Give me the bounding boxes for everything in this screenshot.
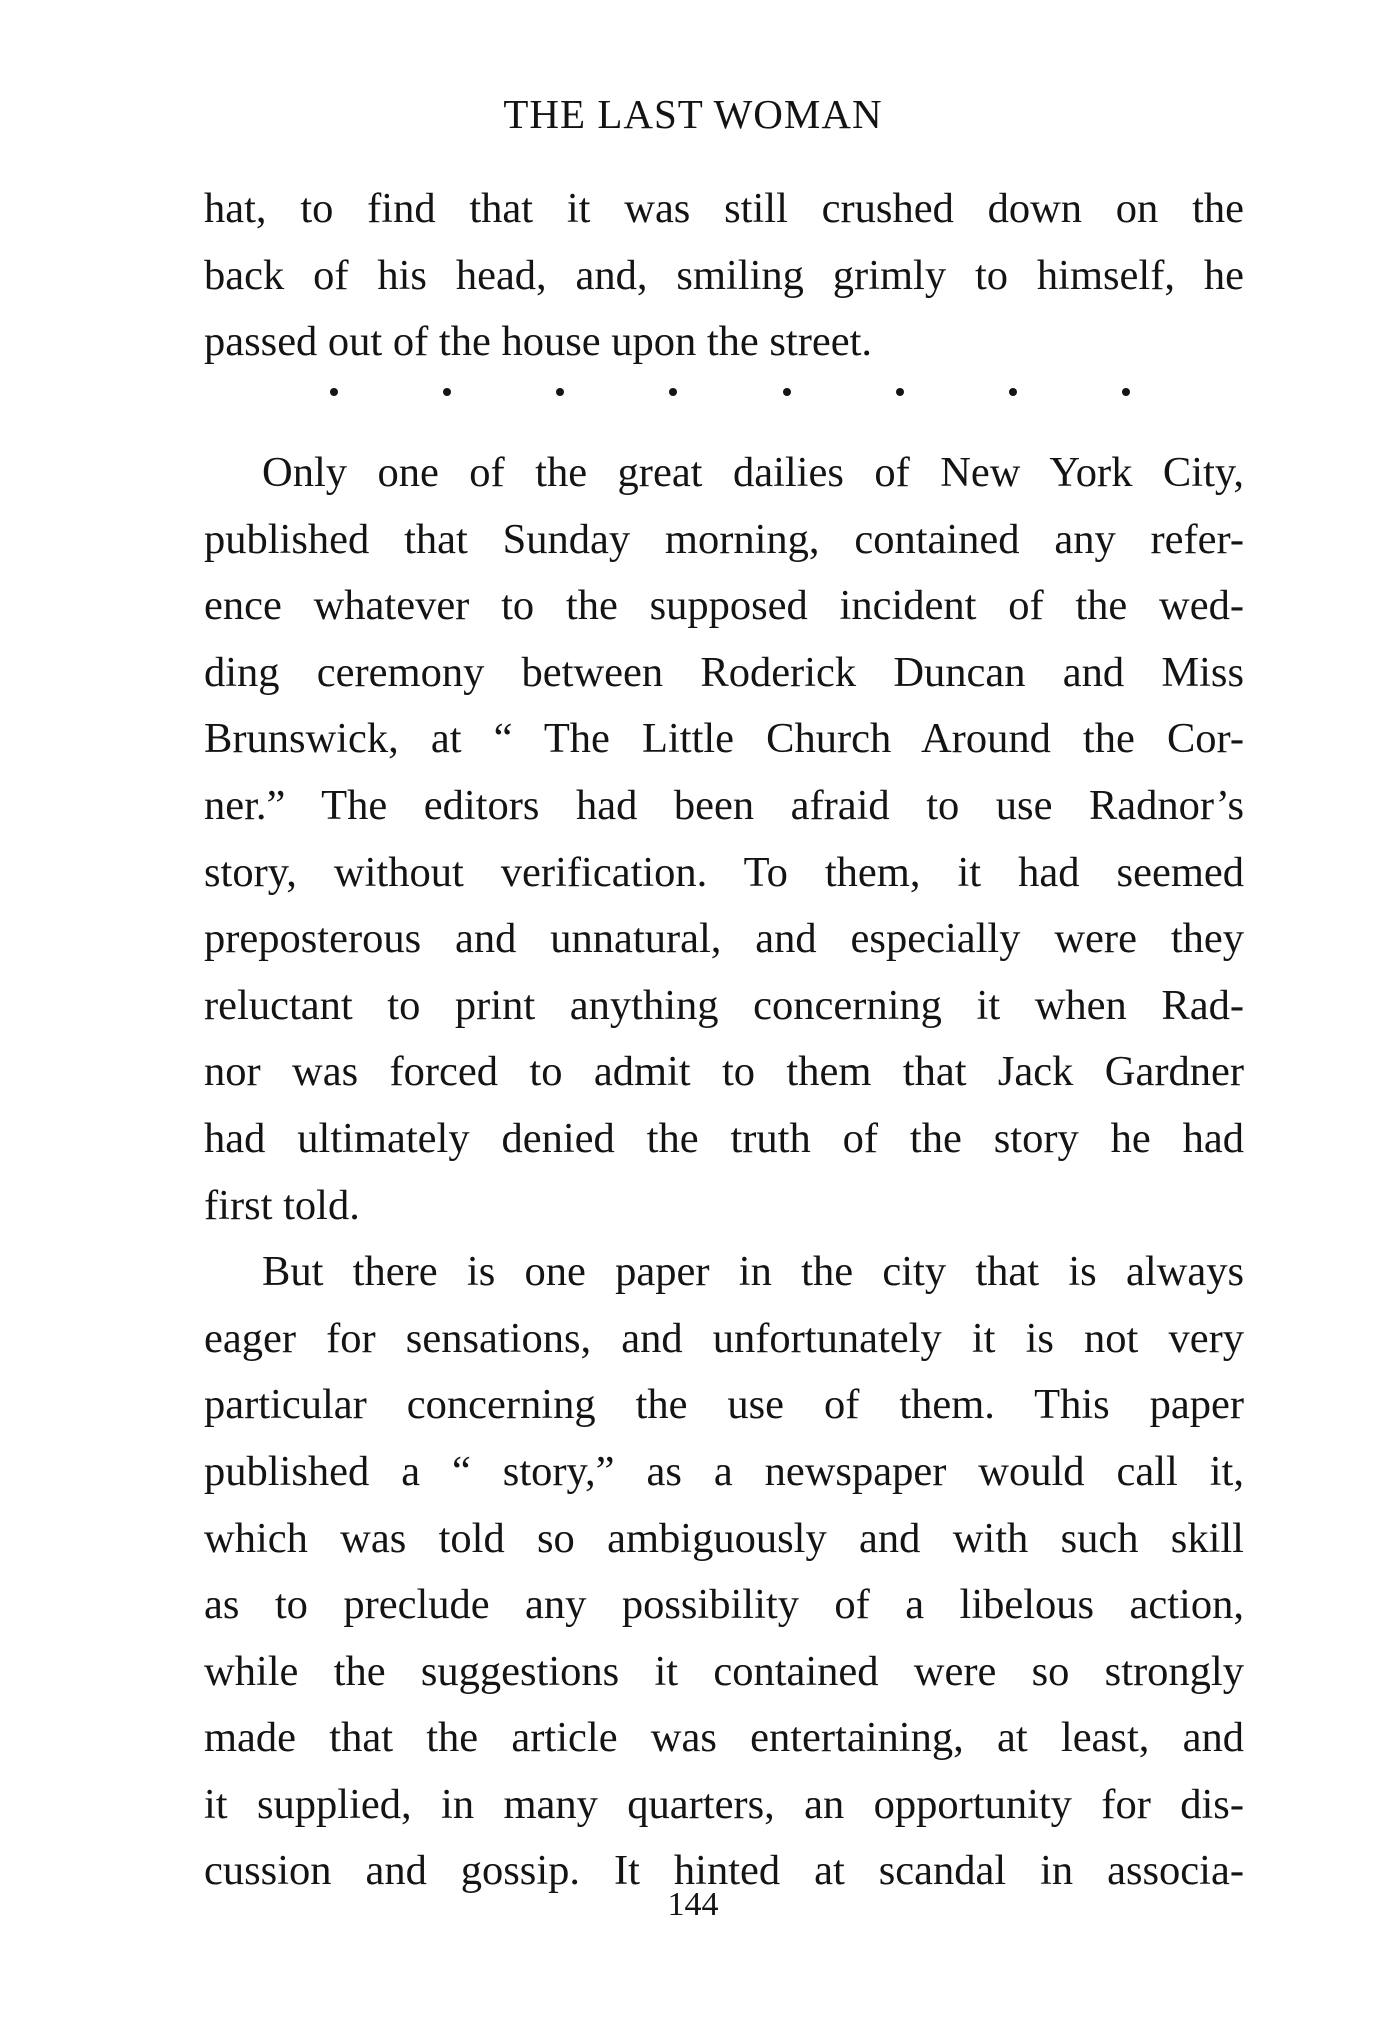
text-line: had ultimately denied the truth of the story he had — [204, 1114, 1244, 1162]
text-line: Only one of the great dailies of New York City, — [262, 449, 1244, 496]
text-line: ence whatever to the supposed incident of the wed- — [204, 582, 1244, 630]
text-line: ding ceremony between Roderick Duncan and Miss — [204, 648, 1244, 696]
text-line: while the suggestions it contained were so strongly — [204, 1647, 1244, 1695]
text-line: it supplied, in many quarters, an opportunity for dis- — [204, 1780, 1244, 1828]
dot-ornament — [669, 388, 677, 396]
page-number: 144 — [667, 1886, 719, 1923]
paragraph-continued — [204, 176, 1244, 376]
text-line: story, without verification. To them, it had seemed — [204, 848, 1244, 896]
dot-ornament — [1009, 388, 1017, 396]
text-line: passed out of the house upon the street. — [204, 318, 873, 366]
text-line: published that Sunday morning, contained any refer- — [204, 515, 1244, 563]
text-line: made that the article was entertaining, at least, and — [204, 1714, 1244, 1762]
text-line: Brunswick, at “ The Little Church Around the Cor- — [204, 715, 1244, 763]
dot-ornament — [556, 388, 564, 396]
text-line: published a “ story,” as a newspaper would call it, — [204, 1447, 1244, 1495]
text-line: But there is one paper in the city that is always — [262, 1248, 1244, 1296]
body-text — [204, 440, 1244, 1905]
dot-ornament — [330, 388, 338, 396]
text-line: eager for sensations, and unfortunately it is not very — [204, 1314, 1244, 1362]
text-line: first told. — [204, 1181, 360, 1229]
dot-ornament — [896, 388, 904, 396]
text-line: particular concerning the use of them. This paper — [204, 1381, 1244, 1429]
text-line: which was told so ambiguously and with such skill — [204, 1514, 1244, 1562]
dot-ornament — [443, 388, 451, 396]
text-line: ner.” The editors had been afraid to use Radnor’s — [204, 781, 1244, 829]
text-line: reluctant to print anything concerning it when Rad- — [204, 981, 1244, 1029]
text-line: hat, to find that it was still crushed down on the — [204, 185, 1244, 232]
dot-ornament — [1122, 388, 1130, 396]
text-line: preposterous and unnatural, and especially were they — [204, 915, 1244, 963]
dot-ornament — [783, 388, 791, 396]
running-head: THE LAST WOMAN — [503, 91, 883, 137]
section-break-dots — [330, 388, 1130, 396]
text-line: cussion and gossip. It hinted at scandal in associa- — [204, 1847, 1244, 1895]
text-line: nor was forced to admit to them that Jack Gardner — [204, 1048, 1244, 1096]
text-line: back of his head, and, smiling grimly to himself, he — [204, 251, 1244, 299]
text-line: as to preclude any possibility of a libelous action, — [204, 1581, 1244, 1629]
